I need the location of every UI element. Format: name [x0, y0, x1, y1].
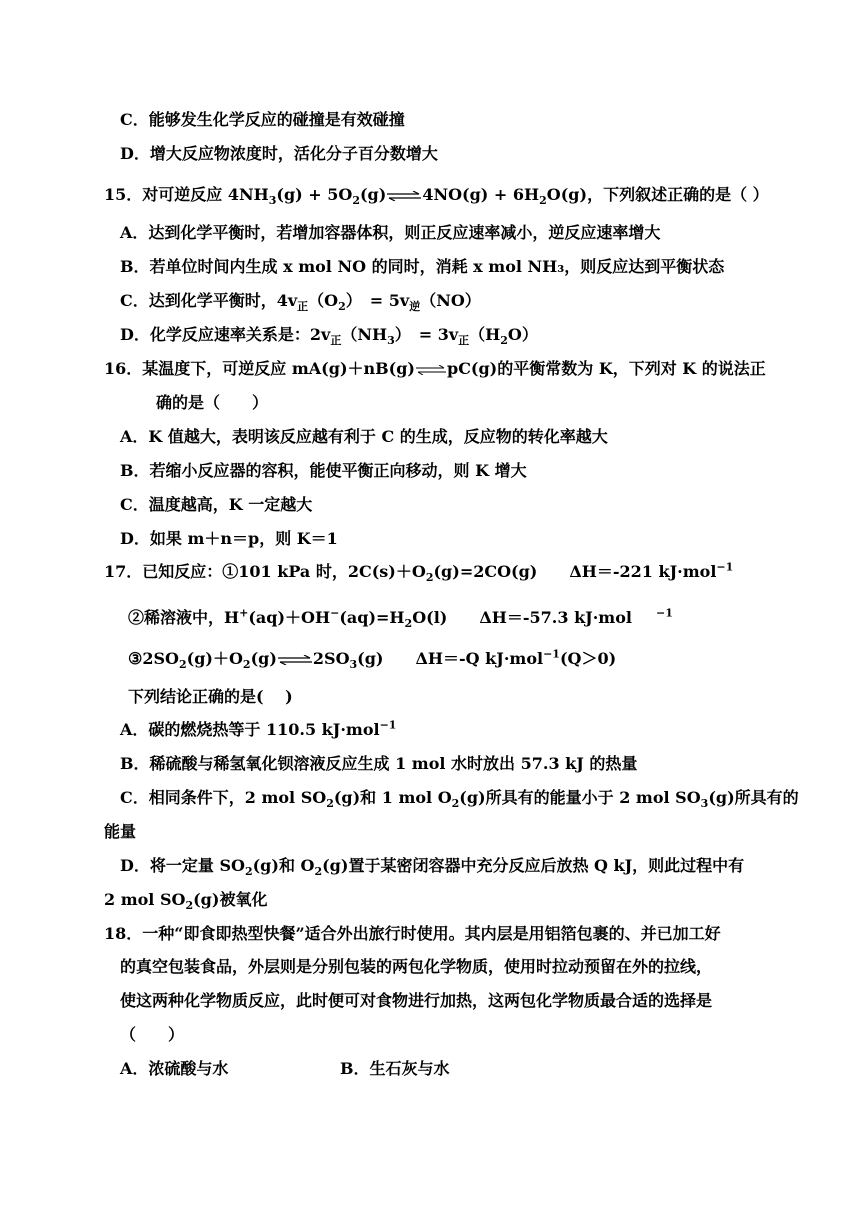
q17-option-a: A．碳的燃烧热等于 110.5 kJ·mol$^{-1}$ — [120, 718, 397, 739]
q18-stem-cont2: 使这两种化学物质反应，此时便可对食物进行加热，这两包化学物质最合适的选择是 — [120, 991, 713, 1010]
q16-stem: 16．某温度下，可逆反应 mA(g)＋nB(g) pC(g)的平衡常数为 K，下列对 K 的说法正 — [104, 359, 766, 378]
q17-option-b: B．稀硫酸与稀氢氧化钡溶液反应生成 1 mol 水时放出 57.3 kJ 的热量 — [120, 754, 638, 773]
q17-reaction-2: ②稀溶液中，$H^+(aq)+OH^-(aq)=H_2O(l)$ ΔH＝-57.3 kJ·mol $^{-1}$ — [128, 606, 673, 631]
q15-option-a: A．达到化学平衡时，若增加容器体积，则正反应速率减小，逆反应速率增大 — [120, 223, 661, 242]
q15-stem: 15．对可逆反应 $4NH_3(g) + 5O_2(g)$ $4NO(g) + 6H_2O(g)$，下列叙述正确的是（ ） — [104, 185, 769, 208]
q18-stem: 18．一种“即食即热型快餐”适合外出旅行时使用。其内层是用铝箔包裹的、并已加工好 — [104, 924, 721, 943]
q14-option-c: C．能够发生化学反应的碰撞是有效碰撞 — [120, 110, 405, 129]
equilibrium-arrow-icon — [278, 655, 312, 665]
q18-option-a: A．浓硫酸与水 — [120, 1059, 229, 1078]
q16-option-d: D．如果 m＋n＝p，则 K＝1 — [120, 529, 338, 548]
q17-option-c: C．相同条件下，2 mol $SO_2(g)$和 1 mol $O_2(g)$所具有的能量小于 2 mol $SO_3(g)$所具有的 — [120, 788, 799, 811]
q16-stem-cont: 确的是（ ） — [156, 393, 269, 412]
equilibrium-arrow-icon — [416, 365, 446, 375]
q15-option-c: C．达到化学平衡时，$4v_正(O_2)$ = $5v_逆(NO)$ — [120, 291, 481, 314]
q18-stem-cont1: 的真空包装食品，外层则是分别包装的两包化学物质，使用时拉动预留在外的拉线， — [120, 957, 713, 976]
q15-option-d: D．化学反应速率关系是：$2v_正(NH_3)$ = $3v_正(H_2O)$ — [120, 325, 538, 348]
q16-option-b: B．若缩小反应器的容积，能使平衡正向移动，则 K 增大 — [120, 461, 527, 480]
q17-question: 下列结论正确的是( ) — [128, 687, 293, 706]
q17-option-c-cont: 能量 — [104, 822, 137, 841]
q15-option-b: B．若单位时间内生成 x mol NO 的同时，消耗 x mol NH₃，则反应达到平衡状态 — [120, 257, 725, 276]
q17-reaction-3: $③2SO_2(g)+O_2(g)$ $2SO_3(g)$ ΔH＝-Q kJ·mol$^{-1}$(Q＞0) — [128, 647, 617, 672]
q18-stem-cont3: （ ） — [120, 1025, 185, 1044]
q14-option-d: D．增大反应物浓度时，活化分子百分数增大 — [120, 144, 438, 163]
q17-option-d-cont: 2 mol $SO_2(g)$被氧化 — [104, 890, 268, 913]
q16-option-a: A．K 值越大，表明该反应越有利于 C 的生成，反应物的转化率越大 — [120, 427, 608, 446]
q18-option-b: B．生石灰与水 — [340, 1059, 450, 1078]
q16-option-c: C．温度越高，K 一定越大 — [120, 495, 313, 514]
equilibrium-arrow-icon — [387, 191, 421, 201]
q17-reaction-1: 17．已知反应：①101 kPa 时，$2C(s)+O_2(g)=2CO(g)$ ΔH＝-221 kJ·mol$^{-1}$ — [104, 560, 734, 585]
q17-option-d: D．将一定量 $SO_2(g)$和 $O_2(g)$置于某密闭容器中充分反应后放热 Q kJ，则此过程中有 — [120, 856, 745, 879]
